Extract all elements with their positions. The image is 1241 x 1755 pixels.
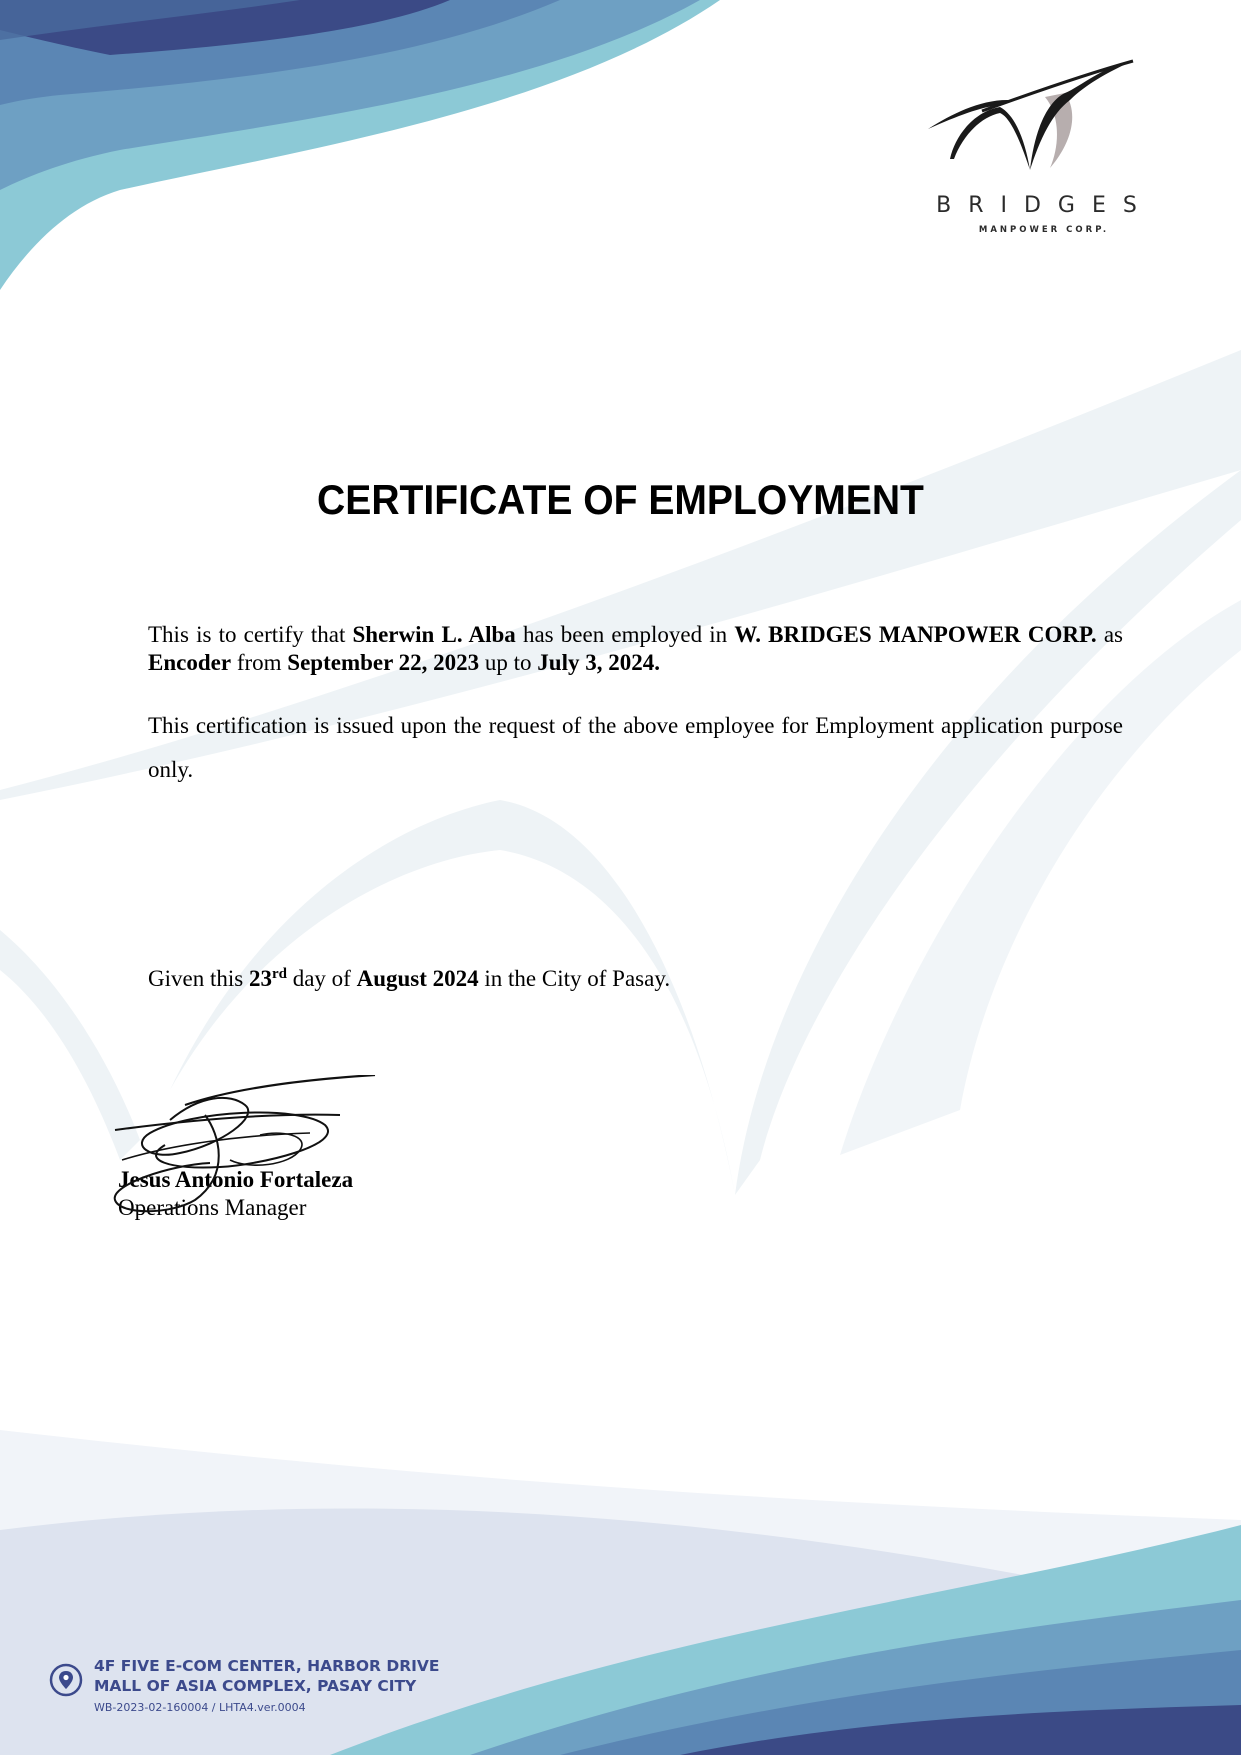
document-code: WB-2023-02-160004 / LHTA4.ver.0004 [94, 1701, 306, 1714]
given-text-1: Given this [148, 966, 249, 991]
handwritten-signature [110, 1075, 395, 1215]
employee-name: Sherwin L. Alba [352, 622, 516, 647]
given-day-suffix: rd [271, 966, 287, 982]
p1-text-2: has been employed in [515, 622, 735, 647]
company-logo [920, 55, 1160, 245]
given-text-3: in the City of Pasay. [478, 966, 671, 991]
signatory-name: Jesus Antonio Fortaleza [118, 1167, 354, 1192]
p1-text-4: from [231, 650, 288, 675]
location-pin-icon [48, 1662, 84, 1698]
given-month-year: August 2024 [356, 966, 479, 991]
start-date: September 22, 2023 [287, 650, 480, 675]
footer-address [94, 1656, 439, 1696]
signatory-role: Operations Manager [118, 1195, 307, 1220]
address-line-1: 4F FIVE E-COM CENTER, HARBOR DRIVE [94, 1657, 440, 1675]
company-name: W. BRIDGES MANPOWER CORP. [734, 622, 1097, 647]
given-text-2: day of [286, 966, 357, 991]
certificate-title: CERTIFICATE OF EMPLOYMENT [317, 476, 924, 523]
position: Encoder [148, 650, 232, 675]
certification-paragraph [148, 621, 1123, 677]
given-day: 23 [248, 966, 272, 991]
logo-subtitle: MANPOWER CORP. [978, 225, 1110, 235]
given-date-line [148, 964, 1123, 994]
address-line-2: MALL OF ASIA COMPLEX, PASAY CITY [94, 1677, 417, 1695]
p1-text-5: up to [479, 650, 538, 675]
logo-wordmark: BRIDGES [936, 193, 1154, 218]
p1-text-3: as [1096, 622, 1123, 647]
end-date: July 3, 2024. [537, 650, 660, 675]
purpose-paragraph: This certification is issued upon the request of the above employee for Employment application purpose only. [148, 713, 1123, 782]
p1-text-1: This is to certify that [148, 622, 353, 647]
bridges-logo-mark [920, 55, 1160, 195]
